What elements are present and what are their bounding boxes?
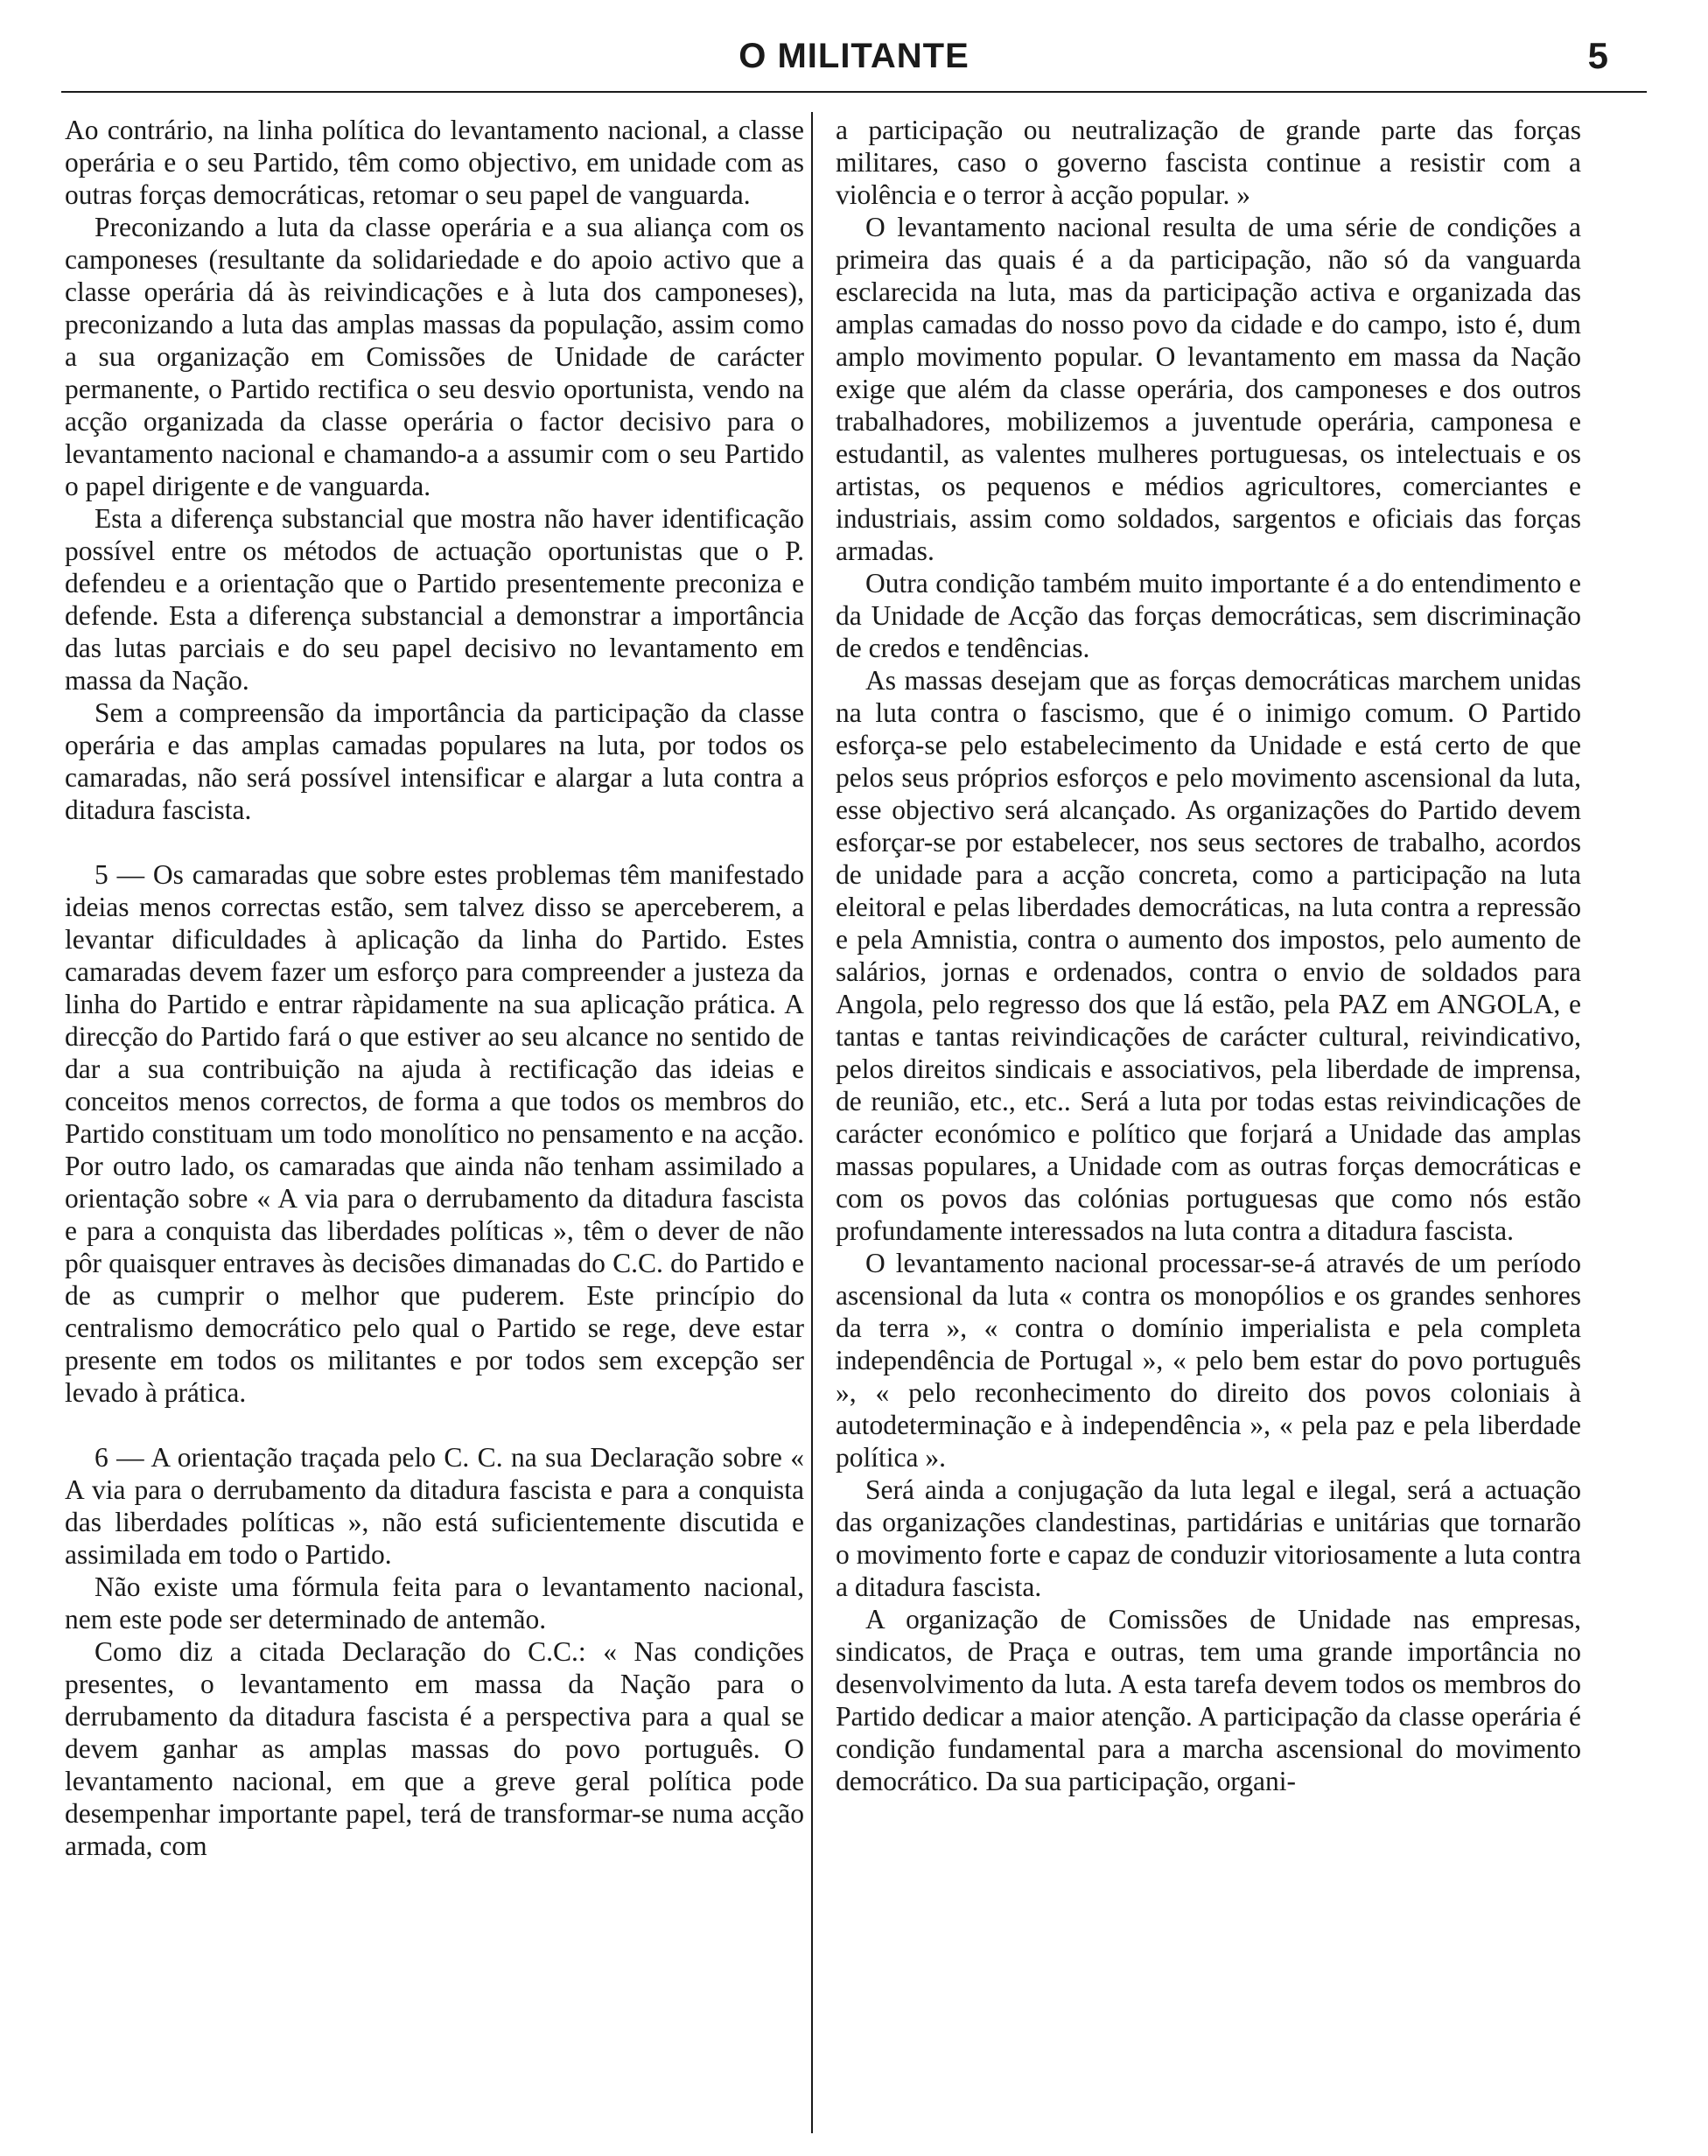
paragraph: A organização de Comissões de Unidade nas empresas, sindicatos, de Praça e outras, tem uma grande importância no desenvolvimento da luta. A esta tarefa devem todos os membros do Partido dedicar a maior atenção. A participação da classe operária é condição fundamental para a marcha ascensional do movimento democrático. Da sua participação, organi- [836,1604,1581,1796]
paragraph: Não existe uma fórmula feita para o levantamento nacional, nem este pode ser determinado de antemão. [65,1572,804,1634]
right-column [836,114,1581,1797]
paragraph: O levantamento nacional processar-se-á através de um período ascensional da luta « contra os monopólios e os grandes senhores da terra », « contra o domínio imperialista e pela completa independência de Portugal », « pelo bem estar do povo português », « pelo reconhecimento do direito dos povos coloniais à autodeterminação e à independência », « pela paz e pela liberdade política ». [836,1248,1581,1473]
paragraph: Ao contrário, na linha política do levantamento nacional, a classe operária e o seu Partido, têm como objectivo, em unidade com as outras forças democráticas, retomar o seu papel de vanguarda. [65,115,804,210]
paragraph: O levantamento nacional resulta de uma série de condições a primeira das quais é a da participação, não só da vanguarda esclarecida na luta, mas da participação activa e organizada das amplas camadas do nosso povo da cidade e do campo, isto é, dum amplo movimento popular. O levantamento em massa da Nação exige que além da classe operária, dos camponeses e dos outros trabalhadores, mobilizemos a juventude operária, camponesa e estudantil, as valentes mulheres portuguesas, os intelectuais e os artistas, os pequenos e médios agricultores, comerciantes e industriais, assim como soldados, sargentos e oficiais das forças armadas. [836,212,1581,566]
page-number: 5 [1587,35,1608,76]
section-6-paragraph: 6 — A orientação traçada pelo C. C. na sua Declaração sobre « A via para o derrubamento da ditadura fascista e para a conquista das liberdades políticas », não está suficientemente discutida e assimilada em todo o Partido. [65,1442,804,1570]
paragraph: a participação ou neutralização de grande parte das forças militares, caso o governo fascista continue a resistir com a violência e o terror à acção popular. » [836,115,1581,210]
paragraph: Outra condição também muito importante é a do entendimento e da Unidade de Acção das forças democráticas, sem discriminação de credos e tendências. [836,568,1581,663]
section-5-paragraph: 5 — Os camaradas que sobre estes problemas têm manifestado ideias menos correctas estão, sem talvez disso se aperceberem, a levantar dificuldades à aplicação da linha do Partido. Estes camaradas devem fazer um esforço para compreender a justeza da linha do Partido e entrar ràpidamente na sua aplicação prática. A direcção do Partido fará o que estiver ao seu alcance no sentido de dar a sua contribuição na ajuda à rectificação das ideias e conceitos menos correctos, de forma a que todos os membros do Partido constituam um todo monolítico no pensamento e na acção. Por outro lado, os camaradas que ainda não tenham assimilado a orientação sobre « A via para o derrubamento da ditadura fascista e para a conquista das liberdades políticas », têm o dever de não pôr quaisquer entraves às decisões dimanadas do C.C. do Partido e de as cumprir o melhor que puderem. Este princípio do centralismo democrático pelo qual o Partido se rege, deve estar presente em todos os militantes e por todos sem excepção ser levado à prática. [65,859,804,1408]
header-rule [61,91,1647,93]
paragraph: Será ainda a conjugação da luta legal e ilegal, será a actuação das organizações clandestinas, partidárias e unitárias que tornarão o movimento forte e capaz de conduzir vitoriosamente a luta contra a ditadura fascista. [836,1474,1581,1602]
paragraph: Como diz a citada Declaração do C.C.: « Nas condições presentes, o levantamento em massa da Nação para o derrubamento da ditadura fascista é a perspectiva para a qual se devem ganhar as amplas massas do povo português. O levantamento nacional, em que a greve geral política pode desempenhar importante papel, terá de transformar-se numa acção armada, com [65,1636,804,1861]
left-column [65,114,804,1862]
paragraph: As massas desejam que as forças democráticas marchem unidas na luta contra o fascismo, que é o inimigo comum. O Partido esforça-se pelo estabelecimento da Unidade e está certo de que pelos seus próprios esforços e pelo movimento ascensional da luta, esse objectivo será alcançado. As organizações do Partido devem esforçar-se por estabelecer, nos seus sectores de trabalho, acordos de unidade para a acção concreta, como a participação na luta eleitoral e pelas liberdades democráticas, na luta contra a repressão e pela Amnistia, contra o aumento dos impostos, pelo aumento de salários, jornas e ordenados, contra o envio de soldados para Angola, pelo regresso dos que lá estão, pela PAZ em ANGOLA, e tantas e tantas reivindicações de carácter cultural, reivindicativo, pelos direitos sindicais e associativos, pela liberdade de imprensa, de reunião, etc., etc.. Será a luta por todas estas reivindicações de carácter económico e político que forjará a Unidade das amplas massas populares, a Unidade com as outras forças democráticas e com os povos das colónias portuguesas que como nós estão profundamente interessados na luta contra a ditadura fascista. [836,665,1581,1246]
paragraph: Esta a diferença substancial que mostra não haver identificação possível entre os métodos de actuação oportunistas que o P. defendeu e a orientação que o Partido presentemente preconiza e defende. Esta a diferença substancial a demonstrar a importância das lutas parciais e do seu papel decisivo no levantamento em massa da Nação. [65,503,804,696]
paragraph: Preconizando a luta da classe operária e a sua aliança com os camponeses (resultante da solidariedade e do apoio activo que a classe operária dá às reivindicações e à luta dos camponeses), preconizando a luta das amplas massas da população, assim como a sua organização em Comissões de Unidade de carácter permanente, o Partido rectifica o seu desvio oportunista, vendo na acção organizada da classe operária o factor decisivo para o levantamento nacional e chamando-a a assumir com o seu Partido o papel dirigente e de vanguarda. [65,212,804,501]
journal-title: O MILITANTE [738,37,970,75]
column-divider [811,112,813,2133]
page-header [61,33,1647,103]
paragraph: Sem a compreensão da importância da participação da classe operária e das amplas camadas populares na luta, por todos os camaradas, não será possível intensificar e alargar a luta contra a ditadura fascista. [65,697,804,825]
